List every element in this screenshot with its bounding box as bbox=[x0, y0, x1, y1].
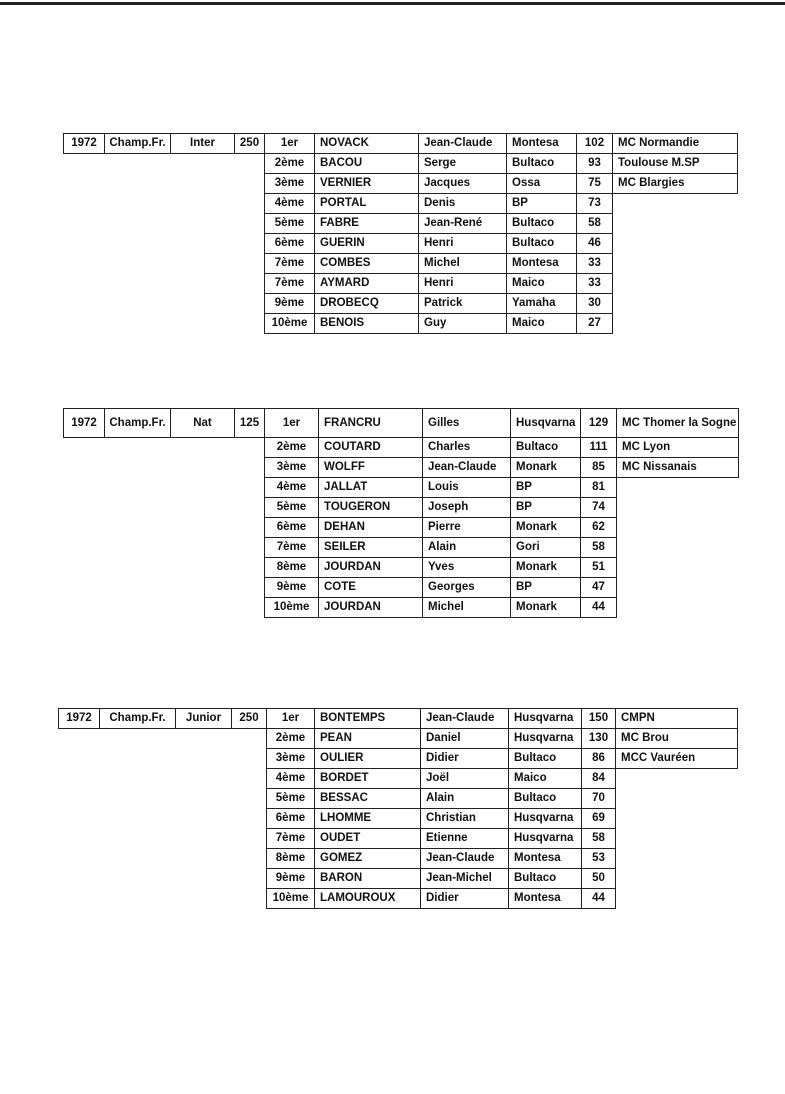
empty-cell bbox=[64, 294, 265, 314]
empty-cell bbox=[64, 274, 265, 294]
results-table-inter-250 bbox=[63, 133, 738, 334]
bike-cell: Ossa bbox=[507, 174, 577, 194]
points-cell: 58 bbox=[577, 214, 613, 234]
empty-cell bbox=[64, 598, 265, 618]
rank-cell: 4ème bbox=[265, 478, 319, 498]
bike-cell: Bultaco bbox=[507, 234, 577, 254]
table-row bbox=[64, 598, 739, 618]
empty-cell bbox=[617, 498, 739, 518]
bike-cell: Husqvarna bbox=[509, 809, 582, 829]
last-name-cell: OUDET bbox=[315, 829, 421, 849]
empty-cell bbox=[616, 789, 738, 809]
first-name-cell: Henri bbox=[419, 274, 507, 294]
table-row bbox=[59, 869, 738, 889]
first-name-cell: Pierre bbox=[423, 518, 511, 538]
empty-cell bbox=[59, 749, 267, 769]
last-name-cell: JOURDAN bbox=[319, 598, 423, 618]
rank-cell: 7ème bbox=[267, 829, 315, 849]
points-cell: 93 bbox=[577, 154, 613, 174]
last-name-cell: FABRE bbox=[315, 214, 419, 234]
bike-cell: Monark bbox=[511, 458, 581, 478]
bike-cell: Maico bbox=[509, 769, 582, 789]
last-name-cell: GOMEZ bbox=[315, 849, 421, 869]
table-row bbox=[59, 729, 738, 749]
table-row bbox=[64, 578, 739, 598]
table-row bbox=[64, 194, 738, 214]
empty-cell bbox=[64, 458, 265, 478]
rank-cell: 8ème bbox=[267, 849, 315, 869]
empty-cell bbox=[64, 498, 265, 518]
rank-cell: 7ème bbox=[265, 274, 315, 294]
bike-cell: Gori bbox=[511, 538, 581, 558]
first-name-cell: Didier bbox=[421, 889, 509, 909]
table-body bbox=[59, 709, 738, 909]
first-name-cell: Jean-Michel bbox=[421, 869, 509, 889]
first-name-cell: Etienne bbox=[421, 829, 509, 849]
last-name-cell: PORTAL bbox=[315, 194, 419, 214]
rank-cell: 10ème bbox=[267, 889, 315, 909]
last-name-cell: JALLAT bbox=[319, 478, 423, 498]
points-cell: 69 bbox=[582, 809, 616, 829]
empty-cell bbox=[64, 518, 265, 538]
bike-cell: Husqvarna bbox=[509, 709, 582, 729]
rank-cell: 1er bbox=[267, 709, 315, 729]
championship-cell: Champ.Fr. bbox=[105, 409, 171, 438]
empty-cell bbox=[59, 889, 267, 909]
points-cell: 150 bbox=[582, 709, 616, 729]
table-row bbox=[64, 558, 739, 578]
points-cell: 86 bbox=[582, 749, 616, 769]
rank-cell: 1er bbox=[265, 134, 315, 154]
rank-cell: 10ème bbox=[265, 598, 319, 618]
first-name-cell: Yves bbox=[423, 558, 511, 578]
category-cell: Nat bbox=[171, 409, 235, 438]
table-row bbox=[64, 314, 738, 334]
last-name-cell: DROBECQ bbox=[315, 294, 419, 314]
table-row bbox=[64, 294, 738, 314]
last-name-cell: COMBES bbox=[315, 254, 419, 274]
club-cell: MC Normandie bbox=[613, 134, 738, 154]
empty-cell bbox=[617, 538, 739, 558]
last-name-cell: BENOIS bbox=[315, 314, 419, 334]
empty-cell bbox=[64, 438, 265, 458]
bike-cell: Bultaco bbox=[507, 154, 577, 174]
empty-cell bbox=[617, 558, 739, 578]
points-cell: 70 bbox=[582, 789, 616, 809]
points-cell: 130 bbox=[582, 729, 616, 749]
last-name-cell: JOURDAN bbox=[319, 558, 423, 578]
empty-cell bbox=[616, 829, 738, 849]
empty-cell bbox=[616, 869, 738, 889]
rank-cell: 6ème bbox=[267, 809, 315, 829]
bike-cell: Husqvarna bbox=[509, 729, 582, 749]
table-row bbox=[64, 409, 739, 438]
rank-cell: 10ème bbox=[265, 314, 315, 334]
table-row bbox=[59, 749, 738, 769]
first-name-cell: Michel bbox=[419, 254, 507, 274]
last-name-cell: LAMOUROUX bbox=[315, 889, 421, 909]
first-name-cell: Christian bbox=[421, 809, 509, 829]
points-cell: 33 bbox=[577, 254, 613, 274]
bike-cell: Husqvarna bbox=[511, 409, 581, 438]
first-name-cell: Charles bbox=[423, 438, 511, 458]
points-cell: 74 bbox=[581, 498, 617, 518]
empty-cell bbox=[64, 314, 265, 334]
last-name-cell: DEHAN bbox=[319, 518, 423, 538]
bike-cell: Bultaco bbox=[509, 869, 582, 889]
empty-cell bbox=[64, 478, 265, 498]
bike-cell: Bultaco bbox=[509, 789, 582, 809]
table-row bbox=[64, 234, 738, 254]
category-cell: Junior bbox=[176, 709, 232, 729]
empty-cell bbox=[617, 518, 739, 538]
club-cell: Toulouse M.SP bbox=[613, 154, 738, 174]
table-body bbox=[64, 409, 739, 618]
bike-cell: Montesa bbox=[507, 134, 577, 154]
bike-cell: Monark bbox=[511, 558, 581, 578]
first-name-cell: Jean-Claude bbox=[423, 458, 511, 478]
first-name-cell: Louis bbox=[423, 478, 511, 498]
rank-cell: 9ème bbox=[265, 294, 315, 314]
rank-cell: 2ème bbox=[267, 729, 315, 749]
last-name-cell: TOUGERON bbox=[319, 498, 423, 518]
empty-cell bbox=[617, 598, 739, 618]
rank-cell: 3ème bbox=[265, 174, 315, 194]
empty-cell bbox=[616, 809, 738, 829]
cc-cell: 250 bbox=[232, 709, 267, 729]
table-row bbox=[64, 498, 739, 518]
last-name-cell: BORDET bbox=[315, 769, 421, 789]
rank-cell: 4ème bbox=[267, 769, 315, 789]
empty-cell bbox=[613, 194, 738, 214]
first-name-cell: Guy bbox=[419, 314, 507, 334]
points-cell: 81 bbox=[581, 478, 617, 498]
cc-cell: 125 bbox=[235, 409, 265, 438]
first-name-cell: Gilles bbox=[423, 409, 511, 438]
rank-cell: 5ème bbox=[265, 214, 315, 234]
points-cell: 85 bbox=[581, 458, 617, 478]
empty-cell bbox=[59, 849, 267, 869]
bike-cell: BP bbox=[511, 578, 581, 598]
points-cell: 51 bbox=[581, 558, 617, 578]
first-name-cell: Alain bbox=[423, 538, 511, 558]
empty-cell bbox=[64, 234, 265, 254]
points-cell: 46 bbox=[577, 234, 613, 254]
table-row bbox=[59, 769, 738, 789]
results-table-nat-125 bbox=[63, 408, 739, 618]
empty-cell bbox=[64, 214, 265, 234]
club-cell: MC Lyon bbox=[617, 438, 739, 458]
rank-cell: 6ème bbox=[265, 234, 315, 254]
first-name-cell: Didier bbox=[421, 749, 509, 769]
empty-cell bbox=[64, 538, 265, 558]
last-name-cell: VERNIER bbox=[315, 174, 419, 194]
first-name-cell: Serge bbox=[419, 154, 507, 174]
first-name-cell: Henri bbox=[419, 234, 507, 254]
last-name-cell: FRANCRU bbox=[319, 409, 423, 438]
championship-cell: Champ.Fr. bbox=[105, 134, 171, 154]
points-cell: 111 bbox=[581, 438, 617, 458]
empty-cell bbox=[64, 558, 265, 578]
table-body bbox=[64, 134, 738, 334]
last-name-cell: BESSAC bbox=[315, 789, 421, 809]
bike-cell: Bultaco bbox=[511, 438, 581, 458]
table-row bbox=[64, 154, 738, 174]
bike-cell: BP bbox=[511, 478, 581, 498]
bike-cell: Montesa bbox=[509, 849, 582, 869]
club-cell: MC Brou bbox=[616, 729, 738, 749]
rank-cell: 9ème bbox=[267, 869, 315, 889]
results-table-junior-250 bbox=[58, 708, 738, 909]
first-name-cell: Joël bbox=[421, 769, 509, 789]
points-cell: 58 bbox=[581, 538, 617, 558]
points-cell: 75 bbox=[577, 174, 613, 194]
championship-cell: Champ.Fr. bbox=[100, 709, 176, 729]
empty-cell bbox=[64, 154, 265, 174]
points-cell: 30 bbox=[577, 294, 613, 314]
first-name-cell: Georges bbox=[423, 578, 511, 598]
empty-cell bbox=[59, 869, 267, 889]
points-cell: 50 bbox=[582, 869, 616, 889]
points-cell: 129 bbox=[581, 409, 617, 438]
points-cell: 47 bbox=[581, 578, 617, 598]
empty-cell bbox=[59, 789, 267, 809]
empty-cell bbox=[64, 194, 265, 214]
empty-cell bbox=[59, 809, 267, 829]
table-row bbox=[64, 174, 738, 194]
first-name-cell: Alain bbox=[421, 789, 509, 809]
rank-cell: 3ème bbox=[265, 458, 319, 478]
bike-cell: Monark bbox=[511, 598, 581, 618]
empty-cell bbox=[616, 889, 738, 909]
points-cell: 62 bbox=[581, 518, 617, 538]
first-name-cell: Jean-René bbox=[419, 214, 507, 234]
last-name-cell: BONTEMPS bbox=[315, 709, 421, 729]
last-name-cell: COUTARD bbox=[319, 438, 423, 458]
table-row bbox=[64, 518, 739, 538]
points-cell: 84 bbox=[582, 769, 616, 789]
top-border-line bbox=[0, 2, 785, 5]
cc-cell: 250 bbox=[235, 134, 265, 154]
table-row bbox=[59, 849, 738, 869]
empty-cell bbox=[616, 769, 738, 789]
last-name-cell: COTE bbox=[319, 578, 423, 598]
rank-cell: 6ème bbox=[265, 518, 319, 538]
last-name-cell: BARON bbox=[315, 869, 421, 889]
last-name-cell: AYMARD bbox=[315, 274, 419, 294]
first-name-cell: Jean-Claude bbox=[421, 849, 509, 869]
rank-cell: 3ème bbox=[267, 749, 315, 769]
empty-cell bbox=[617, 578, 739, 598]
table-row bbox=[64, 458, 739, 478]
empty-cell bbox=[59, 729, 267, 749]
bike-cell: Bultaco bbox=[507, 214, 577, 234]
table-row bbox=[64, 254, 738, 274]
club-cell: MC Nissanais bbox=[617, 458, 739, 478]
table-row bbox=[59, 709, 738, 729]
year-cell: 1972 bbox=[64, 134, 105, 154]
rank-cell: 9ème bbox=[265, 578, 319, 598]
rank-cell: 7ème bbox=[265, 538, 319, 558]
bike-cell: Maico bbox=[507, 274, 577, 294]
empty-cell bbox=[64, 174, 265, 194]
bike-cell: Yamaha bbox=[507, 294, 577, 314]
first-name-cell: Joseph bbox=[423, 498, 511, 518]
empty-cell bbox=[613, 214, 738, 234]
last-name-cell: PEAN bbox=[315, 729, 421, 749]
club-cell: MC Thomer la Sogne bbox=[617, 409, 739, 438]
rank-cell: 5ème bbox=[265, 498, 319, 518]
first-name-cell: Michel bbox=[423, 598, 511, 618]
rank-cell: 5ème bbox=[267, 789, 315, 809]
bike-cell: Husqvarna bbox=[509, 829, 582, 849]
bike-cell: BP bbox=[507, 194, 577, 214]
empty-cell bbox=[613, 274, 738, 294]
empty-cell bbox=[613, 314, 738, 334]
first-name-cell: Patrick bbox=[419, 294, 507, 314]
bike-cell: Bultaco bbox=[509, 749, 582, 769]
last-name-cell: GUERIN bbox=[315, 234, 419, 254]
last-name-cell: SEILER bbox=[319, 538, 423, 558]
first-name-cell: Daniel bbox=[421, 729, 509, 749]
rank-cell: 4ème bbox=[265, 194, 315, 214]
empty-cell bbox=[64, 254, 265, 274]
empty-cell bbox=[613, 294, 738, 314]
rank-cell: 2ème bbox=[265, 438, 319, 458]
bike-cell: Monark bbox=[511, 518, 581, 538]
club-cell: MCC Vauréen bbox=[616, 749, 738, 769]
table-row bbox=[59, 809, 738, 829]
year-cell: 1972 bbox=[59, 709, 100, 729]
last-name-cell: NOVACK bbox=[315, 134, 419, 154]
year-cell: 1972 bbox=[64, 409, 105, 438]
table-row bbox=[59, 829, 738, 849]
points-cell: 33 bbox=[577, 274, 613, 294]
table-row bbox=[64, 538, 739, 558]
last-name-cell: BACOU bbox=[315, 154, 419, 174]
bike-cell: BP bbox=[511, 498, 581, 518]
empty-cell bbox=[613, 254, 738, 274]
bike-cell: Montesa bbox=[507, 254, 577, 274]
last-name-cell: WOLFF bbox=[319, 458, 423, 478]
table-row bbox=[59, 889, 738, 909]
table-row bbox=[64, 438, 739, 458]
points-cell: 58 bbox=[582, 829, 616, 849]
empty-cell bbox=[616, 849, 738, 869]
table-row bbox=[64, 478, 739, 498]
category-cell: Inter bbox=[171, 134, 235, 154]
club-cell: MC Blargies bbox=[613, 174, 738, 194]
club-cell: CMPN bbox=[616, 709, 738, 729]
rank-cell: 7ème bbox=[265, 254, 315, 274]
bike-cell: Montesa bbox=[509, 889, 582, 909]
table-row bbox=[64, 214, 738, 234]
rank-cell: 2ème bbox=[265, 154, 315, 174]
empty-cell bbox=[59, 769, 267, 789]
points-cell: 53 bbox=[582, 849, 616, 869]
rank-cell: 8ème bbox=[265, 558, 319, 578]
first-name-cell: Denis bbox=[419, 194, 507, 214]
empty-cell bbox=[64, 578, 265, 598]
last-name-cell: LHOMME bbox=[315, 809, 421, 829]
table-row bbox=[64, 134, 738, 154]
points-cell: 102 bbox=[577, 134, 613, 154]
first-name-cell: Jacques bbox=[419, 174, 507, 194]
empty-cell bbox=[617, 478, 739, 498]
empty-cell bbox=[613, 234, 738, 254]
table-row bbox=[64, 274, 738, 294]
first-name-cell: Jean-Claude bbox=[419, 134, 507, 154]
empty-cell bbox=[59, 829, 267, 849]
points-cell: 27 bbox=[577, 314, 613, 334]
table-row bbox=[59, 789, 738, 809]
first-name-cell: Jean-Claude bbox=[421, 709, 509, 729]
rank-cell: 1er bbox=[265, 409, 319, 438]
points-cell: 44 bbox=[581, 598, 617, 618]
points-cell: 73 bbox=[577, 194, 613, 214]
points-cell: 44 bbox=[582, 889, 616, 909]
last-name-cell: OULIER bbox=[315, 749, 421, 769]
bike-cell: Maico bbox=[507, 314, 577, 334]
